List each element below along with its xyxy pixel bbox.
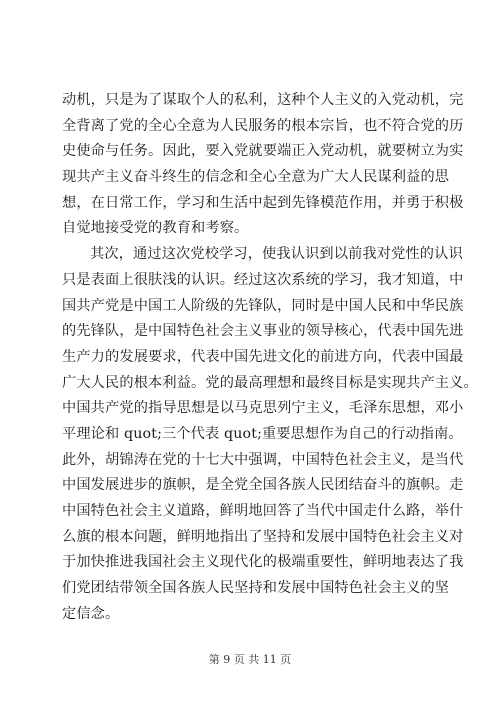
text-line: 想，在日常工作，学习和生活中起到先锋模范作用，并勇于积极 [62,194,464,211]
text-line: 现共产主义奋斗终生的信念和全心全意为广大人民谋利益的思 [62,169,450,186]
text-line: 平理论和 quot;三个代表 quot;重要思想作为自己的行动指南。 [62,425,463,442]
paragraph [62,88,464,242]
page-footer: 第 9 页 共 11 页 [208,653,292,666]
text-line: 定信念。 [62,605,120,622]
document-body [62,88,478,627]
text-line: 们党团结带领全国各族人民坚持和发展中国特色社会主义的坚 [62,580,450,597]
text-line: 中国特色社会主义道路，鲜明地回答了当代中国走什么路，举什 [62,503,464,519]
text-line: 史使命与任务。因此，要入党就要端正入党动机，就要树立为实 [62,143,464,160]
text-line: 生产力的发展要求，代表中国先进文化的前进方向，代表中国最 [62,348,464,365]
text-line: 的先锋队，是中国特色社会主义事业的领导核心，代表中国先进 [62,323,464,340]
text-line: 只是表面上很肤浅的认识。经过这次系统的学习，我才知道，中 [62,271,464,288]
text-line: 于加快推进我国社会主义现代化的极端重要性，鲜明地表达了我 [62,554,464,571]
text-line: 中国共产党的指导思想是以马克思列宁主义，毛泽东思想，邓小 [62,400,464,417]
text-line: 动机，只是为了谋取个人的私利，这种个人主义的入党动机，完 [62,92,464,108]
text-line: 全背离了党的全心全意为人民服务的根本宗旨，也不符合党的历 [62,117,464,134]
text-line: 此外，胡锦涛在党的十七大中强调，中国特色社会主义，是当代 [62,451,464,468]
paragraph [62,242,478,627]
text-line: 自觉地接受党的教育和考察。 [62,220,249,237]
text-line: 国共产党是中国工人阶级的先锋队，同时是中国人民和中华民族 [62,297,464,314]
text-line: 么旗的根本问题，鲜明地指出了坚持和发展中国特色社会主义对 [62,528,464,545]
text-line: 中国发展进步的旗帜，是全党全国各族人民团结奋斗的旗帜。走 [62,477,464,494]
text-line: 其次，通过这次党校学习，使我认识到以前我对党性的认识 [90,246,463,263]
text-line: 广大人民的根本利益。党的最高理想和最终目标是实现共产主义。 [62,374,478,391]
